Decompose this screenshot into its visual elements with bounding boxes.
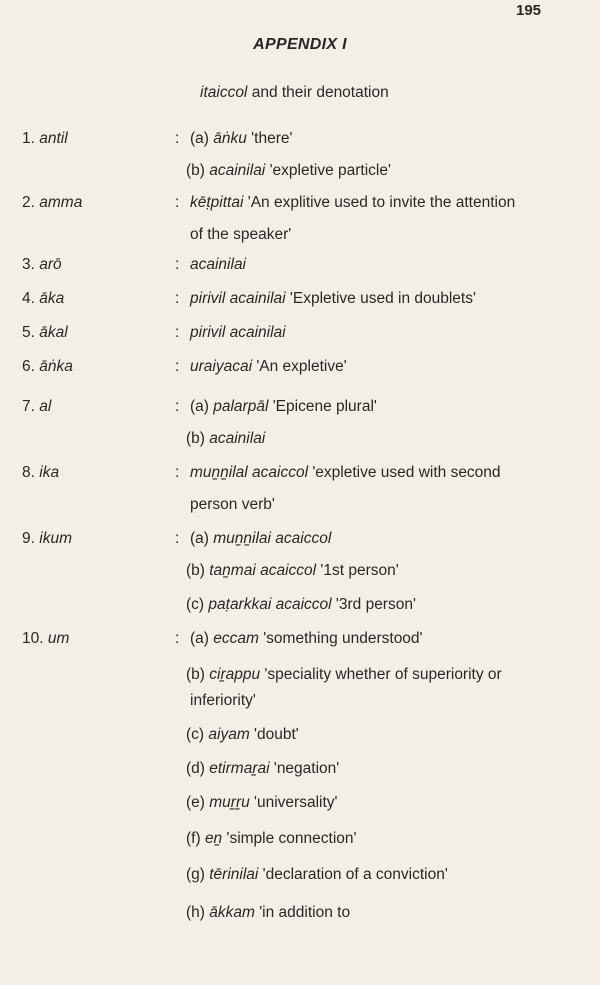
entry-definition-line: [186, 866, 448, 884]
definition-label: (b): [186, 430, 210, 447]
entry-definition-line: [186, 162, 391, 180]
entry-word: ikum: [39, 530, 72, 547]
definition-gloss: 'expletive used with second: [308, 464, 501, 481]
definition-gloss: '1st person': [316, 562, 399, 579]
definition-gloss: 'simple connection': [222, 830, 357, 847]
entry-definition-line: [190, 226, 291, 244]
entry-definition-line: [190, 464, 501, 482]
definition-gloss: 'declaration of a conviction': [258, 866, 448, 883]
definition-label: (b): [186, 562, 210, 579]
definition-gloss: person verb': [190, 496, 275, 513]
entry-word: āṅka: [39, 358, 73, 375]
entry-number: [22, 464, 59, 482]
entry-definition-line: [190, 358, 347, 376]
definition-label: (a): [190, 630, 214, 647]
entry-definition-line: [186, 562, 399, 580]
definition-term: ciṟappu: [209, 666, 261, 683]
definition-gloss: 'An expletive': [252, 358, 347, 375]
definition-term: pirivil acainilai: [190, 290, 286, 307]
definition-label: (f): [186, 830, 205, 847]
entry-colon: :: [175, 530, 180, 547]
entry-definition-line: [190, 290, 476, 308]
definition-gloss: 'there': [246, 130, 293, 147]
entry-number: [22, 324, 68, 342]
definition-term: uraiyacai: [190, 358, 253, 375]
entry-index: 3.: [22, 256, 35, 273]
definition-term: muṉṉilal acaiccol: [190, 464, 309, 481]
entry-number: [22, 630, 69, 648]
definition-label: (c): [186, 596, 209, 613]
definition-term: ākkam: [209, 904, 255, 921]
entry-definition-line: [190, 692, 256, 710]
appendix-title: APPENDIX I: [253, 36, 347, 53]
entry-colon: :: [175, 130, 180, 147]
entry-colon: :: [175, 324, 180, 341]
entry-number: [22, 194, 82, 212]
entry-definition-line: [186, 726, 299, 744]
definition-term: muṉṉilai acaiccol: [213, 530, 332, 547]
entry-colon: :: [175, 290, 180, 307]
entry-number: [22, 358, 73, 376]
definition-label: (c): [186, 726, 209, 743]
entry-word: arō: [39, 256, 62, 273]
entry-definition-line: [190, 256, 246, 274]
definition-term: taṉmai acaiccol: [209, 562, 317, 579]
entry-index: 4.: [22, 290, 35, 307]
definition-term: eṉ: [204, 830, 223, 847]
definition-label: (a): [190, 530, 214, 547]
definition-label: (b): [186, 162, 210, 179]
entry-definition-line: [186, 760, 339, 778]
entry-index: 6.: [22, 358, 35, 375]
definition-label: (a): [190, 398, 214, 415]
definition-gloss: 'negation': [269, 760, 340, 777]
definition-term: aiyam: [208, 726, 250, 743]
entry-index: 1.: [22, 130, 35, 147]
entry-number: [22, 530, 72, 548]
entry-word: um: [47, 630, 70, 647]
definition-gloss: of the speaker': [190, 226, 292, 243]
definition-gloss: inferiority': [190, 692, 256, 709]
definition-gloss: 'universality': [249, 794, 338, 811]
entry-index: 8.: [22, 464, 35, 481]
entry-definition-line: [190, 496, 275, 514]
entry-definition-line: [190, 130, 292, 148]
entry-word: āka: [39, 290, 65, 307]
definition-term: muṟṟu: [209, 794, 250, 811]
definition-term: pirivil acainilai: [190, 324, 286, 341]
entry-index: 2.: [22, 194, 35, 211]
entry-word: ika: [39, 464, 60, 481]
entry-colon: :: [175, 630, 180, 647]
entry-definition-line: [190, 530, 331, 548]
definition-gloss: '3rd person': [331, 596, 416, 613]
subtitle-term: itaiccol: [200, 84, 248, 101]
entry-colon: :: [175, 358, 180, 375]
entry-number: [22, 398, 51, 416]
definition-gloss: 'expletive particle': [265, 162, 391, 179]
definition-label: (e): [186, 794, 210, 811]
entry-index: 5.: [22, 324, 35, 341]
definition-term: acainilai: [190, 256, 247, 273]
entry-colon: :: [175, 256, 180, 273]
definition-gloss: 'An explitive used to invite the attention: [243, 194, 516, 211]
entry-definition-line: [186, 830, 356, 848]
definition-gloss: 'speciality whether of superiority or: [260, 666, 502, 683]
definition-gloss: 'Epicene plural': [268, 398, 377, 415]
entry-index: 9.: [22, 530, 35, 547]
appendix-subtitle: [200, 84, 389, 102]
entry-colon: :: [175, 464, 180, 481]
definition-label: (b): [186, 666, 210, 683]
entry-definition-line: [190, 324, 286, 342]
entry-definition-line: [186, 596, 416, 614]
definition-term: acainilai: [209, 430, 266, 447]
subtitle-rest: and their denotation: [247, 84, 389, 101]
definition-label: (d): [186, 760, 210, 777]
entry-number: [22, 290, 64, 308]
definition-term: āṅku: [213, 130, 247, 147]
entry-index: 7.: [22, 398, 35, 415]
definition-label: (h): [186, 904, 210, 921]
definition-gloss: 'doubt': [249, 726, 299, 743]
definition-term: eccam: [213, 630, 259, 647]
definition-gloss: 'in addition to: [254, 904, 351, 921]
entry-definition-line: [186, 794, 338, 812]
entry-word: amma: [39, 194, 83, 211]
entry-word: ākal: [39, 324, 68, 341]
entry-definition-line: [190, 194, 515, 212]
entry-colon: :: [175, 194, 180, 211]
definition-term: etirmaṟai: [209, 760, 270, 777]
definition-term: kēṭpittai: [190, 194, 244, 211]
definition-label: (a): [190, 130, 214, 147]
definition-gloss: 'something understood': [258, 630, 423, 647]
definition-gloss: 'Expletive used in doublets': [285, 290, 476, 307]
definition-label: (g): [186, 866, 210, 883]
definition-term: paṭarkkai acaiccol: [208, 596, 332, 613]
entry-index: 10.: [22, 630, 44, 647]
entry-definition-line: [186, 666, 502, 684]
entry-definition-line: [190, 630, 423, 648]
entry-word: antil: [39, 130, 68, 147]
entry-definition-line: [190, 398, 377, 416]
page-number: 195: [516, 2, 542, 19]
definition-term: tērinilai: [209, 866, 259, 883]
definition-term: palarpāl: [213, 398, 269, 415]
entry-number: [22, 130, 68, 148]
entry-definition-line: [186, 430, 265, 448]
entry-word: al: [39, 398, 52, 415]
entry-definition-line: [186, 904, 350, 922]
entry-colon: :: [175, 398, 180, 415]
definition-term: acainilai: [209, 162, 266, 179]
entry-number: [22, 256, 62, 274]
